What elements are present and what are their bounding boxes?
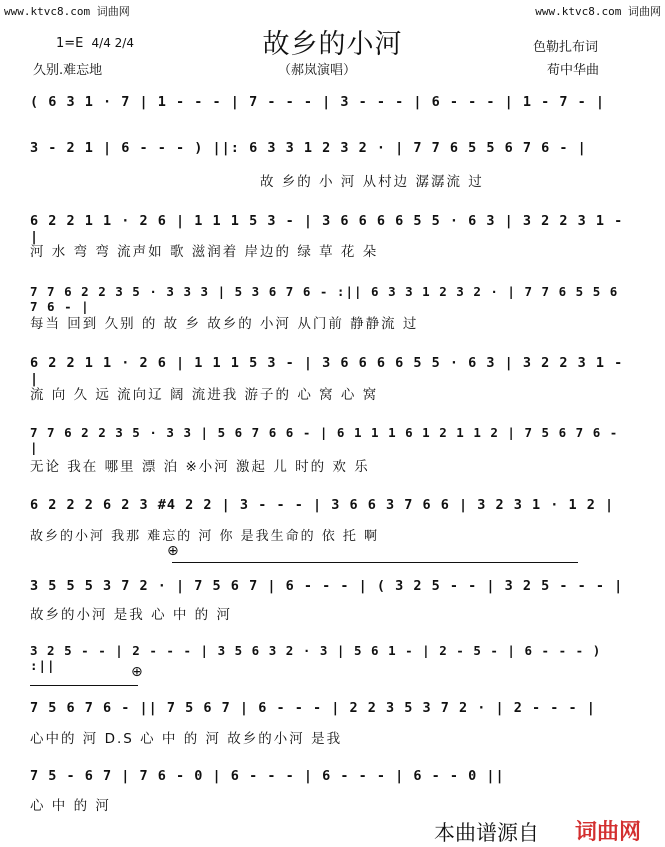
song-title: 故乡的小河	[262, 29, 403, 60]
notation: 7 7 6 2 2 3 5 · 3 3 3 | 5 3 6 7 6 - :|| 6 3 3 1 2 3 2 · | 7 7 6 5 5 6 7 6 - |	[30, 284, 619, 314]
score-row-1	[30, 94, 635, 116]
score-row-11	[30, 768, 635, 790]
coda-sign-icon: ⊕	[131, 664, 143, 680]
lyric-row-2	[60, 170, 665, 190]
lyricist-credit: 色勒扎布词	[533, 40, 599, 55]
lyrics: 河 水 弯 弯 流声如 歌 滋润着 岸边的 绿 草 花 朵	[30, 244, 379, 260]
notation: 3 - 2 1 | 6 - - - ) ||: 6 3 3 1 2 3 2 · | 7 7 6 5 5 6 7 6 - |	[30, 140, 587, 156]
composer-credit: 荀中华曲	[547, 63, 600, 78]
score-row-7	[30, 497, 635, 519]
lyric-row-6	[30, 455, 635, 475]
lyrics: 流 向 久 远 流向辽 阔 流进我 游子的 心 窝 心 窝	[30, 387, 379, 403]
notation: 7 7 6 2 2 3 5 · 3 3 | 5 6 7 6 6 - | 6 1 1 1 6 1 2 1 1 2 | 7 5 6 7 6 - |	[30, 425, 619, 455]
time-signature: 4/4 2/4	[91, 36, 134, 50]
lyric-row-5	[30, 383, 635, 403]
lyric-row-8	[30, 603, 635, 623]
notation: 6 2 2 1 1 · 2 6 | 1 1 1 5 3 - | 3 6 6 6 6 5 5 · 6 3 | 3 2 2 3 1 - |	[30, 213, 624, 245]
score-row-6	[30, 425, 635, 455]
key-signature	[56, 36, 134, 51]
score-row-3	[30, 213, 635, 245]
notation: 6 2 2 2 6 2 3 #4 2 2 | 3 - - - | 3 6 6 3 7 6 6 | 3 2 3 1 · 1 2 |	[30, 497, 615, 513]
score-row-5	[30, 355, 635, 387]
notation: ( 6 3 1 · 7 | 1 - - - | 7 - - - | 3 - - - | 6 - - - | 1 - 7 - |	[30, 94, 606, 110]
lyrics: 心 中 的 河	[30, 798, 111, 814]
site-watermark-right: www.ktvc8.com 词曲网	[535, 5, 661, 18]
lyrics: 故乡的小河 我那 难忘的 河 你 是我生命的 依 托 啊	[30, 529, 380, 544]
brand-logo: 词曲网	[575, 820, 642, 845]
score-row-10	[30, 700, 635, 722]
lyrics: 无论 我在 哪里 漂 泊 ※小河 激起 儿 时的 欢 乐	[30, 459, 370, 475]
score-row-2	[30, 140, 635, 162]
lyric-row-3	[30, 240, 635, 260]
notation: 3 5 5 5 3 7 2 · | 7 5 6 7 | 6 - - - | ( 3 2 5 - - | 3 2 5 - - - |	[30, 578, 624, 594]
lyrics: 故乡的小河 是我 心 中 的 河	[30, 607, 232, 623]
lyric-row-10	[30, 727, 635, 747]
notation: 3 2 5 - - | 2 - - - | 3 5 6 3 2 · 3 | 5 6 1 - | 2 - 5 - | 6 - - - ) :||	[30, 643, 602, 673]
score-row-8	[30, 578, 635, 600]
notation: 7 5 - 6 7 | 7 6 - 0 | 6 - - - | 6 - - - | 6 - - 0 ||	[30, 768, 505, 784]
lyric-row-4	[30, 312, 635, 332]
key-label: 1=E	[56, 36, 84, 51]
lyrics: 心中的 河 D.S 心 中 的 河 故乡的小河 是我	[30, 731, 343, 747]
lyrics: 故 乡的 小 河 从村边 潺潺流 过	[260, 174, 484, 190]
lyrics: 每当 回到 久别 的 故 乡 故乡的 小河 从门前 静静流 过	[30, 316, 419, 332]
site-watermark-left: www.ktvc8.com 词曲网	[4, 5, 130, 18]
score-row-4	[30, 284, 635, 314]
tempo-subtitle: 久别.难忘地	[33, 63, 103, 78]
notation: 6 2 2 1 1 · 2 6 | 1 1 1 5 3 - | 3 6 6 6 6 5 5 · 6 3 | 3 2 2 3 1 - |	[30, 355, 624, 387]
lyric-row-7	[30, 525, 635, 545]
source-label: 本曲谱源自	[434, 821, 539, 845]
performer-credit: （郝岚演唱）	[278, 63, 357, 78]
score-row-9	[30, 643, 635, 673]
coda-sign-icon: ⊕	[167, 543, 179, 559]
lyric-row-11	[30, 794, 635, 814]
notation: 7 5 6 7 6 - || 7 5 6 7 | 6 - - - | 2 2 3 5 3 7 2 · | 2 - - - |	[30, 700, 596, 716]
